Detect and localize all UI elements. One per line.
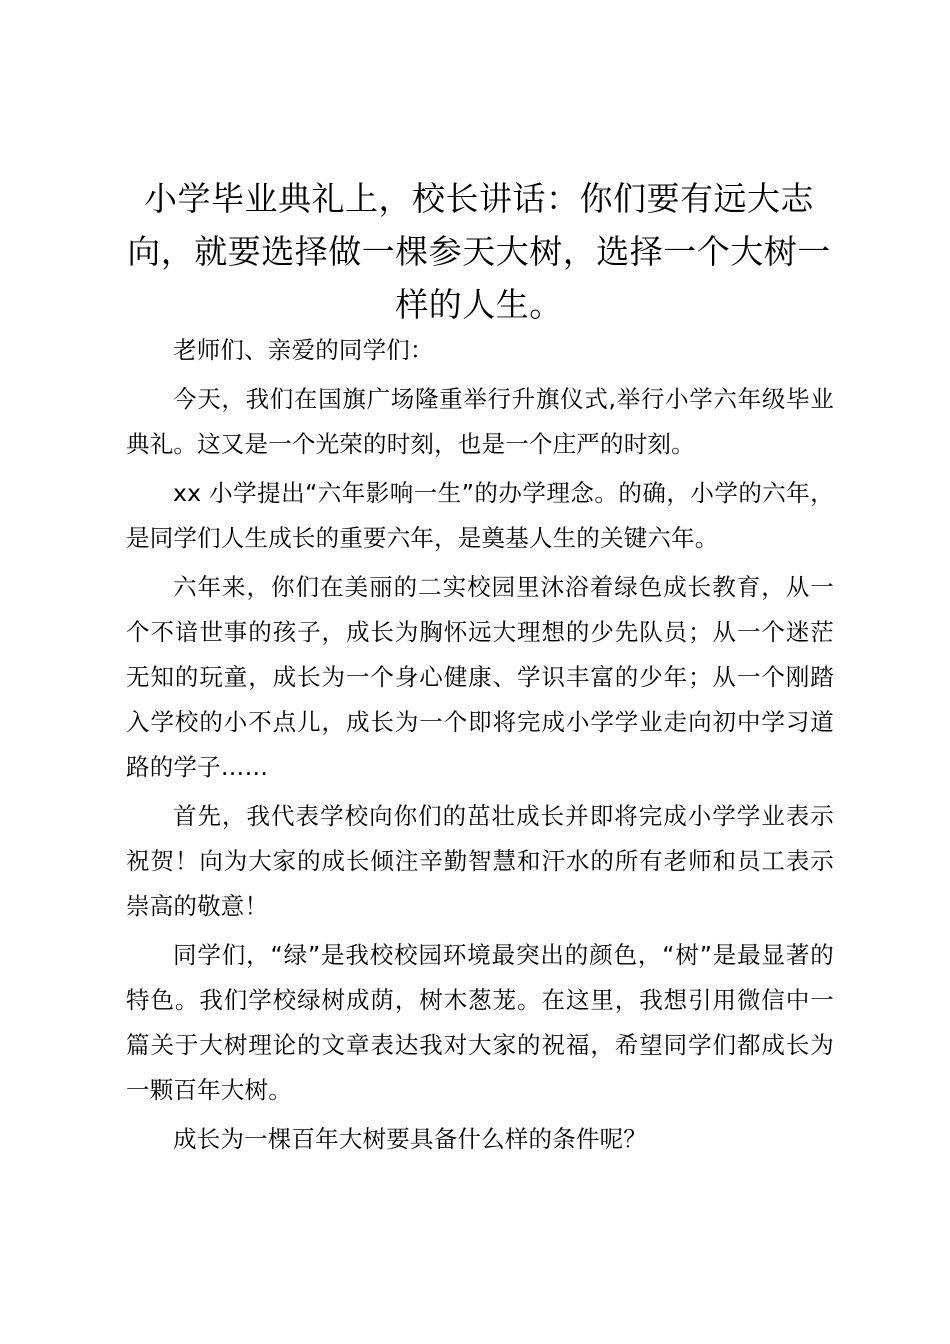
paragraph-green-tree: 同学们，“绿”是我校校园环境最突出的颜色，“树”是最显著的特色。我们学校绿树成荫，树木葱茏。在这里，我想引用微信中一篇关于大树理论的文章表达我对大家的祝福，希望同学们都成长为一颗百年大树。 xyxy=(126,941,834,1104)
document-title: 小学毕业典礼上，校长讲话：你们要有远大志向，就要选择做一棵参天大树，选择一个大树一样的人生。 xyxy=(127,179,831,324)
paragraph-salutation: 老师们、亲爱的同学们： xyxy=(173,336,434,364)
document-body xyxy=(126,328,834,1166)
paragraph-congratulations: 首先，我代表学校向你们的茁壮成长并即将完成小学学业表示祝贺！向为大家的成长倾注辛勤智慧和汗水的所有老师和员工表示崇高的敬意！ xyxy=(126,802,834,920)
paragraph-philosophy: xx 小学提出“六年影响一生”的办学理念。的确，小学的六年，是同学们人生成长的重要六年，是奠基人生的关键六年。 xyxy=(126,479,834,552)
paragraph-ceremony: 今天，我们在国旗广场隆重举行升旗仪式,举行小学六年级毕业典礼。这又是一个光荣的时刻，也是一个庄严的时刻。 xyxy=(126,385,834,458)
paragraph-question: 成长为一棵百年大树要具备什么样的条件呢？ xyxy=(173,1125,647,1153)
paragraph-six-years: 六年来，你们在美丽的二实校园里沐浴着绿色成长教育，从一个不谙世事的孩子，成长为胸怀远大理想的少先队员；从一个迷茫无知的玩童，成长为一个身心健康、学识丰富的少年；从一个刚踏入学校的小不点儿，成长为一个即将完成小学学业走向初中学习道路的学子…… xyxy=(126,573,834,781)
